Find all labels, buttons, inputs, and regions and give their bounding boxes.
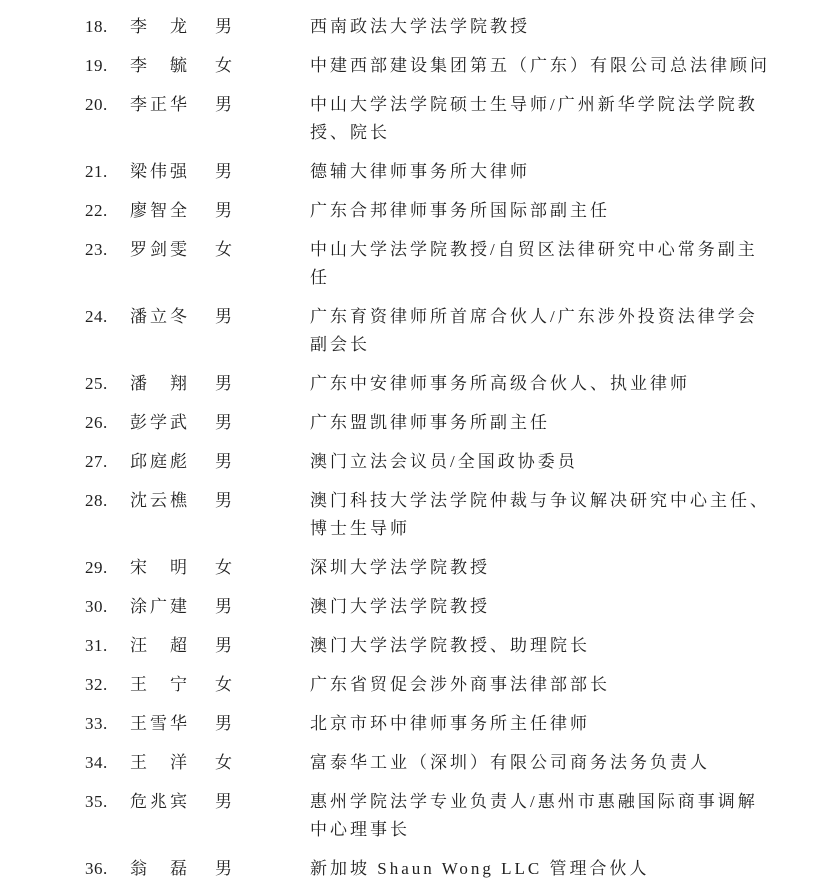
list-item: [85, 749, 780, 777]
list-item: [85, 788, 780, 844]
entry-description: 深圳大学法学院教授: [310, 558, 490, 577]
entry-name: 李正华: [130, 95, 190, 114]
entry-gender: 女: [215, 675, 235, 694]
list-item: [85, 710, 780, 738]
entry-description: 广东合邦律师事务所国际部副主任: [310, 201, 610, 220]
entry-description: 澳门立法会议员/全国政协委员: [310, 452, 578, 471]
entry-number: 33.: [85, 714, 108, 733]
entry-gender: 男: [215, 413, 235, 432]
entry-gender: 男: [215, 859, 235, 878]
entry-name: 沈云樵: [130, 491, 190, 510]
entry-number: 29.: [85, 558, 108, 577]
entry-gender: 男: [215, 201, 235, 220]
entry-number: 21.: [85, 162, 108, 181]
entry-name: 王 洋: [130, 753, 190, 772]
entry-gender: 男: [215, 307, 235, 326]
entry-name: 潘立冬: [130, 307, 190, 326]
list-item: [85, 52, 780, 80]
entry-description: 广东省贸促会涉外商事法律部部长: [310, 675, 610, 694]
entry-name: 李 毓: [130, 56, 190, 75]
entry-description: 德辅大律师事务所大律师: [310, 162, 530, 181]
entry-name: 宋 明: [130, 558, 190, 577]
entry-name: 王 宁: [130, 675, 190, 694]
entry-gender: 女: [215, 753, 235, 772]
entry-name: 危兆宾: [130, 792, 190, 811]
entry-name: 彭学武: [130, 413, 190, 432]
entry-description: 西南政法大学法学院教授: [310, 17, 530, 36]
entry-number: 19.: [85, 56, 108, 75]
entry-name: 潘 翔: [130, 374, 190, 393]
entry-gender: 男: [215, 374, 235, 393]
entry-number: 34.: [85, 753, 108, 772]
entry-name: 翁 磊: [130, 859, 190, 878]
list-item: [85, 13, 780, 41]
entry-number: 22.: [85, 201, 108, 220]
entry-gender: 男: [215, 162, 235, 181]
entry-name: 王雪华: [130, 714, 190, 733]
entry-number: 25.: [85, 374, 108, 393]
entry-number: 26.: [85, 413, 108, 432]
entry-description: 广东盟凯律师事务所副主任: [310, 413, 550, 432]
list-item: [85, 303, 780, 359]
list-item: [85, 236, 780, 292]
list-item: [85, 448, 780, 476]
entry-number: 32.: [85, 675, 108, 694]
entry-gender: 女: [215, 558, 235, 577]
entry-number: 23.: [85, 240, 108, 259]
entry-name: 涂广建: [130, 597, 190, 616]
entry-name: 汪 超: [130, 636, 190, 655]
entry-number: 27.: [85, 452, 108, 471]
entry-description: 澳门大学法学院教授: [310, 597, 490, 616]
entry-number: 35.: [85, 792, 108, 811]
entry-description: 北京市环中律师事务所主任律师: [310, 714, 590, 733]
entry-gender: 男: [215, 95, 235, 114]
list-item: [85, 487, 780, 543]
list-item: [85, 91, 780, 147]
entry-name: 邱庭彪: [130, 452, 190, 471]
entry-gender: 男: [215, 792, 235, 811]
list-item: [85, 593, 780, 621]
entry-gender: 男: [215, 714, 235, 733]
entry-description: 中建西部建设集团第五（广东）有限公司总法律顾问: [310, 56, 770, 75]
entry-number: 28.: [85, 491, 108, 510]
list-item: [85, 158, 780, 186]
entry-description: 广东中安律师事务所高级合伙人、执业律师: [310, 374, 690, 393]
entry-description: 广东育资律师所首席合伙人/广东涉外投资法律学会副会长: [310, 307, 758, 354]
entry-number: 20.: [85, 95, 108, 114]
entry-number: 30.: [85, 597, 108, 616]
entry-number: 24.: [85, 307, 108, 326]
list-item: [85, 632, 780, 660]
entry-number: 36.: [85, 859, 108, 878]
entry-description: 中山大学法学院硕士生导师/广州新华学院法学院教授、院长: [310, 95, 758, 142]
entry-description: 澳门大学法学院教授、助理院长: [310, 636, 590, 655]
entry-gender: 男: [215, 452, 235, 471]
list-item: [85, 370, 780, 398]
entry-gender: 男: [215, 597, 235, 616]
entry-number: 18.: [85, 17, 108, 36]
list-item: [85, 554, 780, 582]
entry-description: 惠州学院法学专业负责人/惠州市惠融国际商事调解中心理事长: [310, 792, 758, 839]
entry-description: 中山大学法学院教授/自贸区法律研究中心常务副主任: [310, 240, 758, 287]
entry-gender: 女: [215, 240, 235, 259]
entry-gender: 女: [215, 56, 235, 75]
entry-gender: 男: [215, 491, 235, 510]
list-item: [85, 855, 780, 883]
entry-name: 罗剑雯: [130, 240, 190, 259]
entry-description: 新加坡 Shaun Wong LLC 管理合伙人: [310, 859, 650, 878]
entry-gender: 男: [215, 17, 235, 36]
entry-name: 廖智全: [130, 201, 190, 220]
entry-name: 李 龙: [130, 17, 190, 36]
entry-description: 澳门科技大学法学院仲裁与争议解决研究中心主任、博士生导师: [310, 491, 770, 538]
roster-list: [85, 13, 780, 883]
entry-number: 31.: [85, 636, 108, 655]
list-item: [85, 197, 780, 225]
list-item: [85, 409, 780, 437]
entry-name: 梁伟强: [130, 162, 190, 181]
entry-description: 富泰华工业（深圳）有限公司商务法务负责人: [310, 753, 710, 772]
entry-gender: 男: [215, 636, 235, 655]
list-item: [85, 671, 780, 699]
